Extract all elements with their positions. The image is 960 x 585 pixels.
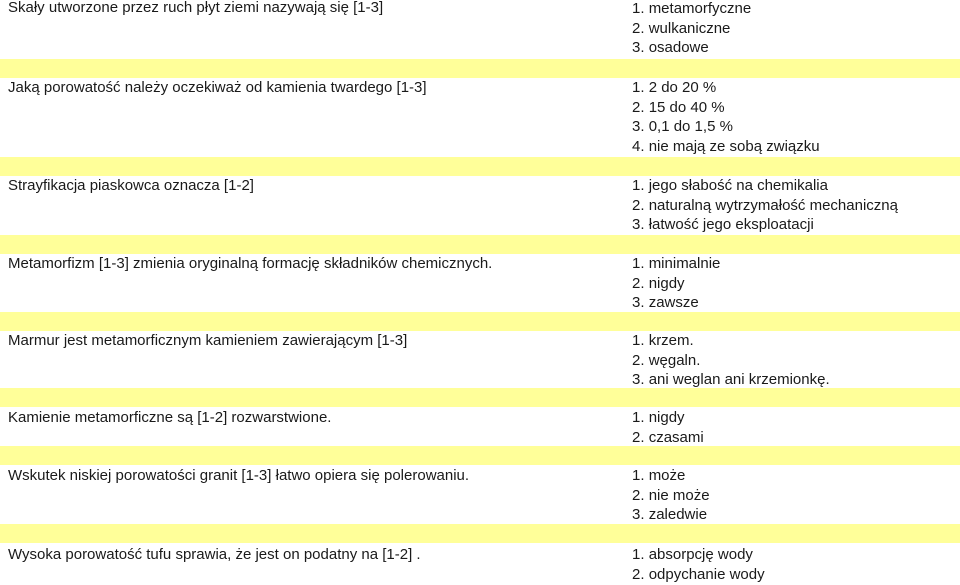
- question-text: Wskutek niskiej porowatości granit [1-3] łatwo opiera się polerowaniu.: [8, 467, 470, 484]
- answer-number: 1 .: [632, 177, 649, 194]
- answer-text: 2 do 20 %: [648, 79, 717, 96]
- answer-option: [632, 196, 898, 216]
- answer-text: 15 do 40 %: [648, 98, 725, 116]
- answer-text: krzem.: [648, 332, 694, 349]
- answer-option: [632, 274, 720, 294]
- separator-band: [0, 388, 960, 407]
- separator-band: [0, 157, 960, 176]
- answer-number: 3 .: [632, 216, 649, 233]
- answer-number: 2 .: [632, 99, 649, 116]
- answer-number: 3 .: [632, 506, 649, 523]
- answer-list: [632, 331, 830, 390]
- answer-number: 2 .: [632, 352, 649, 369]
- answer-number: 1 .: [632, 0, 649, 17]
- answer-text: metamorfyczne: [648, 0, 752, 17]
- answer-text: odpychanie wody: [648, 565, 765, 583]
- answer-option: [632, 486, 710, 506]
- answer-number: 4 .: [632, 138, 649, 155]
- answer-option: [632, 78, 820, 98]
- answer-list: [632, 0, 751, 58]
- answer-text: nie mają ze sobą związku: [648, 137, 820, 155]
- question-text: Strayfikacja piaskowca oznacza [1-2]: [8, 177, 254, 194]
- answer-option: [632, 565, 765, 585]
- answer-text: 0,1 do 1,5 %: [648, 118, 733, 135]
- answer-option: [632, 19, 751, 39]
- answer-list: [632, 254, 720, 313]
- separator-band: [0, 446, 960, 465]
- answer-option: [632, 176, 898, 196]
- answer-text: zaledwie: [648, 506, 708, 523]
- question-text: Wysoka porowatość tufu sprawia, że jest on podatny na [1-2] .: [8, 546, 421, 563]
- answer-text: może: [648, 467, 686, 484]
- answer-number: 1 .: [632, 409, 649, 426]
- answer-option: [632, 215, 898, 235]
- question-text: Metamorfizm [1-3] zmienia oryginalną formację składników chemicznych.: [8, 255, 493, 272]
- answer-text: węgaln.: [648, 351, 701, 369]
- answer-text: czasami: [648, 428, 704, 446]
- answer-number: 2 .: [632, 275, 649, 292]
- answer-option: [632, 293, 720, 313]
- answer-number: 3 .: [632, 294, 649, 311]
- answer-number: 3 .: [632, 39, 649, 56]
- answer-text: wulkaniczne: [648, 19, 731, 37]
- answer-text: łatwość jego eksploatacji: [648, 216, 814, 233]
- answer-number: 1 .: [632, 546, 649, 563]
- answer-text: ani weglan ani krzemionkę.: [648, 371, 830, 388]
- answer-text: nigdy: [648, 409, 685, 426]
- answer-list: [632, 408, 704, 447]
- question-text: Jaką porowatość należy oczekiważ od kamienia twardego [1-3]: [8, 79, 427, 96]
- answer-number: 2 .: [632, 20, 649, 37]
- answer-text: naturalną wytrzymałość mechaniczną: [648, 196, 898, 214]
- answer-number: 1 .: [632, 255, 649, 272]
- separator-band: [0, 312, 960, 331]
- answer-option: [632, 408, 704, 428]
- answer-option: [632, 466, 710, 486]
- answer-text: jego słabość na chemikalia: [648, 177, 828, 194]
- answer-list: [632, 176, 898, 235]
- answer-list: [632, 466, 710, 525]
- answer-number: 2 .: [632, 566, 649, 583]
- question-text: Skały utworzone przez ruch płyt ziemi nazywają się [1-3]: [8, 0, 384, 16]
- answer-text: nigdy: [648, 274, 685, 292]
- answer-text: nie może: [648, 486, 710, 504]
- question-text: Kamienie metamorficzne są [1-2] rozwarstwione.: [8, 409, 332, 426]
- answer-number: 2 .: [632, 197, 649, 214]
- answer-number: 2 .: [632, 429, 649, 446]
- answer-list: [632, 78, 820, 156]
- answer-option: [632, 351, 830, 371]
- question-text: Marmur jest metamorficznym kamieniem zawierającym [1-3]: [8, 332, 408, 349]
- answer-option: [632, 505, 710, 525]
- answer-number: 1 .: [632, 332, 649, 349]
- answer-option: [632, 38, 751, 58]
- answer-option: [632, 331, 830, 351]
- answer-option: [632, 545, 765, 565]
- separator-band: [0, 524, 960, 543]
- answer-number: 2 .: [632, 487, 649, 504]
- answer-option: [632, 370, 830, 390]
- answer-text: minimalnie: [648, 255, 721, 272]
- answer-text: osadowe: [648, 39, 709, 56]
- answer-option: [632, 0, 751, 19]
- answer-text: zawsze: [648, 294, 699, 311]
- answer-list: [632, 545, 765, 584]
- answer-number: 1 .: [632, 79, 649, 96]
- answer-number: 3 .: [632, 118, 649, 135]
- separator-band: [0, 235, 960, 254]
- separator-band: [0, 59, 960, 78]
- answer-number: 1 .: [632, 467, 649, 484]
- answer-option: [632, 428, 704, 448]
- answer-option: [632, 98, 820, 118]
- answer-option: [632, 137, 820, 157]
- answer-option: [632, 117, 820, 137]
- answer-text: absorpcję wody: [648, 546, 753, 563]
- answer-number: 3 .: [632, 371, 649, 388]
- answer-option: [632, 254, 720, 274]
